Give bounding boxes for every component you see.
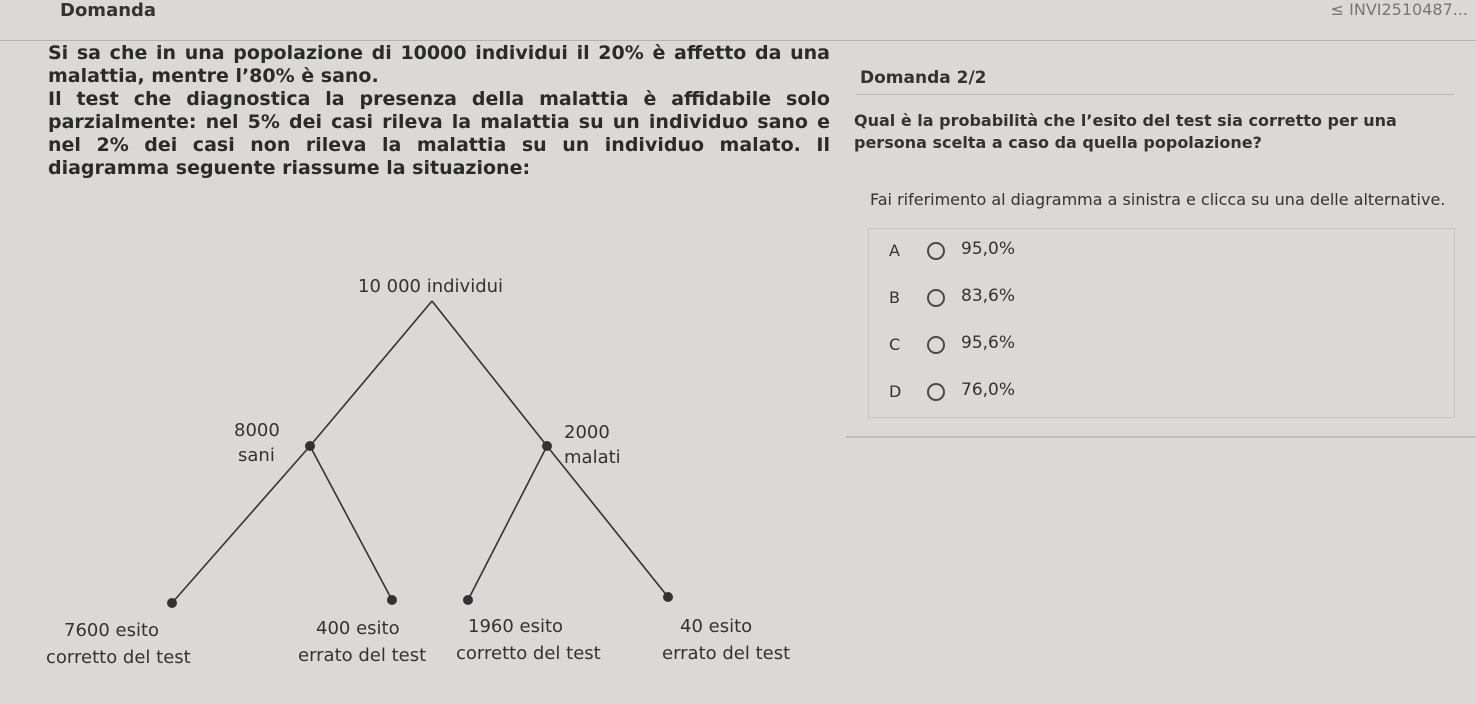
tree-healthy-count: 8000 bbox=[234, 420, 280, 441]
answer-option-a[interactable] bbox=[869, 229, 1454, 275]
tree-leaf4-line1: 40 esito bbox=[680, 616, 753, 637]
tree-edge-sick-leaf4 bbox=[547, 446, 668, 597]
option-value: 83,6% bbox=[961, 286, 1016, 306]
top-bar bbox=[0, 0, 1476, 41]
radio-button-icon[interactable] bbox=[927, 383, 945, 401]
tree-leaf2-line1: 400 esito bbox=[316, 618, 400, 639]
tree-edge-root-sick bbox=[432, 301, 547, 446]
answer-option-c[interactable] bbox=[869, 323, 1454, 369]
tree-edge-healthy-leaf2 bbox=[310, 446, 392, 600]
tree-sick-count: 2000 bbox=[564, 422, 610, 443]
question-header: Domanda 2/2 bbox=[860, 68, 987, 88]
answer-option-b[interactable] bbox=[869, 276, 1454, 322]
radio-button-icon[interactable] bbox=[927, 289, 945, 307]
tree-leaf3-line2: corretto del test bbox=[456, 643, 601, 664]
tree-node-leaf1 bbox=[167, 598, 177, 608]
option-value: 76,0% bbox=[961, 380, 1016, 400]
tree-leaf1-line1: 7600 esito bbox=[64, 620, 160, 641]
tree-leaf1-line2: corretto del test bbox=[46, 647, 191, 668]
option-value: 95,6% bbox=[961, 333, 1016, 353]
option-letter: B bbox=[889, 288, 900, 307]
tree-node-sick bbox=[542, 441, 552, 451]
question-divider bbox=[856, 94, 1454, 95]
tree-leaf2-line2: errato del test bbox=[298, 645, 427, 666]
question-text: Qual è la probabilità che l’esito del test sia corretto per una persona scelta a caso da quella popolazione? bbox=[854, 111, 1397, 152]
tree-root-label: 10 000 individui bbox=[358, 276, 504, 297]
tree-node-healthy bbox=[305, 441, 315, 451]
question-panel bbox=[846, 50, 1476, 438]
radio-button-icon[interactable] bbox=[927, 336, 945, 354]
option-value: 95,0% bbox=[961, 239, 1016, 259]
problem-paragraph-1: Si sa che in una popolazione di 10000 individui il 20% è affetto da una malattia, mentre l’80% è sano. bbox=[48, 42, 830, 87]
tree-leaf4-line2: errato del test bbox=[662, 643, 791, 664]
answer-options bbox=[868, 228, 1455, 418]
probability-tree-diagram bbox=[0, 270, 850, 704]
tree-node-leaf4 bbox=[663, 592, 673, 602]
tree-leaf3-line1: 1960 esito bbox=[468, 616, 564, 637]
question-instruction: Fai riferimento al diagramma a sinistra e clicca su una delle alternative. bbox=[870, 190, 1446, 209]
option-letter: D bbox=[889, 382, 902, 401]
tree-edge-root-healthy bbox=[310, 301, 432, 446]
option-letter: C bbox=[889, 335, 901, 354]
tree-node-leaf3 bbox=[463, 595, 473, 605]
answer-option-d[interactable] bbox=[869, 370, 1454, 416]
page-title: Domanda bbox=[60, 0, 157, 21]
tree-healthy-label: sani bbox=[238, 445, 275, 466]
tree-edge-healthy-leaf1 bbox=[172, 446, 310, 603]
tree-edge-sick-leaf3 bbox=[468, 446, 547, 600]
option-letter: A bbox=[889, 241, 900, 260]
problem-statement bbox=[48, 42, 830, 180]
tree-node-leaf2 bbox=[387, 595, 397, 605]
question-code: ≤ INVI2510487... bbox=[1330, 0, 1468, 19]
radio-button-icon[interactable] bbox=[927, 242, 945, 260]
tree-sick-label: malati bbox=[564, 447, 621, 468]
problem-paragraph-2: Il test che diagnostica la presenza della malattia è affidabile solo parzialmente: nel 5% dei casi rileva la malattia su un individuo sano e nel 2% dei casi non rileva la malattia su un individuo malato. Il diagramma seguente riassume la situazione: bbox=[48, 88, 830, 179]
